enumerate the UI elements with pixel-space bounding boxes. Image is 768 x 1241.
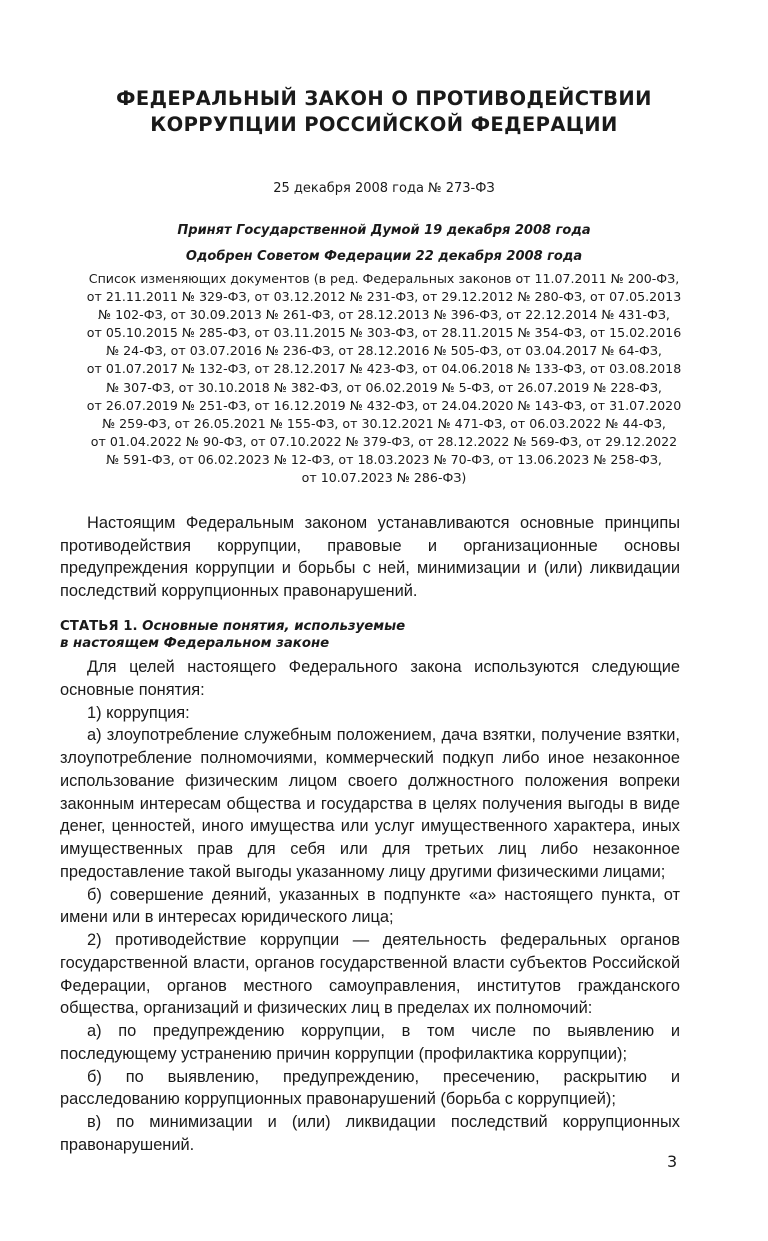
amendments-line: от 10.07.2023 № 286-ФЗ) [301,470,467,486]
article-paragraph: 1) коррупция: [87,703,190,722]
page-number: 3 [667,1152,678,1171]
preamble [60,512,680,602]
amendments-line: № 102-ФЗ, от 30.09.2013 № 261-ФЗ, от 28.12.2013 № 396-ФЗ, от 22.12.2014 № 431-ФЗ, [98,307,670,323]
amendments-line: № 307-ФЗ, от 30.10.2018 № 382-ФЗ, от 06.02.2019 № 5-ФЗ, от 26.07.2019 № 228-ФЗ, [106,379,662,395]
amendments-line: № 24-ФЗ, от 03.07.2016 № 236-ФЗ, от 28.12.2016 № 505-ФЗ, от 03.04.2017 № 64-ФЗ, [106,343,662,359]
article-paragraph: б) совершение деяний, указанных в подпункте «а» настоящего пункта, от имени или в интересах юридического лица; [60,885,680,927]
article-1-title-line-1: Основные понятия, используемые [142,619,406,634]
article-paragraph: 2) противодействие коррупции — деятельность федеральных органов государственной власти, органов государственной власти субъектов Российской Федерации, органов местного самоуправления, институтов гражданского общества, организаций и физических лиц в пределах их полномочий: [60,931,680,1018]
amendments-line: от 05.10.2015 № 285-ФЗ, от 03.11.2015 № 303-ФЗ, от 28.11.2015 № 354-ФЗ, от 15.02.2016 [86,325,682,341]
adopted-by-duma: Принят Государственной Думой 19 декабря 2008 года [177,223,591,238]
amendments-line: от 26.07.2019 № 251-ФЗ, от 16.12.2019 № 432-ФЗ, от 24.04.2020 № 143-ФЗ, от 31.07.2020 [86,397,682,413]
article-paragraph: а) злоупотребление служебным положением, дача взятки, получение взятки, злоупотребление полномочиями, коммерческий подкуп либо иное незаконное использование физическим лицом своего должностного положения вопреки законным интересам общества и государства в целях получения выгоды в виде денег, ценностей, иного имущества или услуг имущественного характера, иных имущественных прав для себя или для третьих лиц либо незаконное предоставление такой выгоды указанному лицу другими физическими лицами; [60,726,680,881]
law-title [60,86,708,138]
amendments-line: № 591-ФЗ, от 06.02.2023 № 12-ФЗ, от 18.03.2023 № 70-ФЗ, от 13.06.2023 № 258-ФЗ, [106,451,662,467]
article-paragraph: а) по предупреждению коррупции, в том числе по выявлению и последующему устранению причин коррупции (профилактика коррупции); [60,1022,680,1063]
law-title-line-1: ФЕДЕРАЛЬНЫЙ ЗАКОН О ПРОТИВОДЕЙСТВИИ [116,87,652,110]
law-title-line-2: КОРРУПЦИИ РОССИЙСКОЙ ФЕДЕРАЦИИ [150,113,618,136]
amendments-line: от 01.04.2022 № 90-ФЗ, от 07.10.2022 № 379-ФЗ, от 28.12.2022 № 569-ФЗ, от 29.12.2022 [90,433,678,449]
article-paragraph: в) по минимизации и (или) ликвидации последствий коррупционных правонарушений. [60,1113,680,1154]
amendments-line: № 259-ФЗ, от 26.05.2021 № 155-ФЗ, от 30.12.2021 № 471-ФЗ, от 06.03.2022 № 44-ФЗ, [102,415,666,431]
article-1-heading [60,618,405,652]
article-1-body [60,656,680,1157]
article-1-label: СТАТЬЯ 1. [60,619,138,634]
amendments-line: от 01.07.2017 № 132-ФЗ, от 28.12.2017 № 423-ФЗ, от 04.06.2018 № 133-ФЗ, от 03.08.2018 [86,361,682,377]
article-1-title-line-2: в настоящем Федеральном законе [60,636,330,651]
law-date-number: 25 декабря 2008 года № 273-ФЗ [273,181,495,196]
approved-by-council: Одобрен Советом Федерации 22 декабря 2008 года [185,249,583,264]
article-paragraph: б) по выявлению, предупреждению, пресечению, раскрытию и расследованию коррупционных правонарушений (борьба с коррупцией); [60,1067,680,1109]
article-paragraph: Для целей настоящего Федерального закона используются следующие основные понятия: [60,658,680,699]
amendments-line: от 21.11.2011 № 329-ФЗ, от 03.12.2012 № 231-ФЗ, от 29.12.2012 № 280-ФЗ, от 07.05.2013 [86,289,682,305]
amendments-line: Список изменяющих документов (в ред. Федеральных законов от 11.07.2011 № 200-ФЗ, [88,271,680,286]
amendments-list [60,270,708,487]
preamble-paragraph: Настоящим Федеральным законом устанавливаются основные принципы противодействия коррупции, правовые и организационные основы предупреждения коррупции и борьбы с ней, минимизации и (или) ликвидации последствий коррупционных правонарушений. [60,514,680,600]
